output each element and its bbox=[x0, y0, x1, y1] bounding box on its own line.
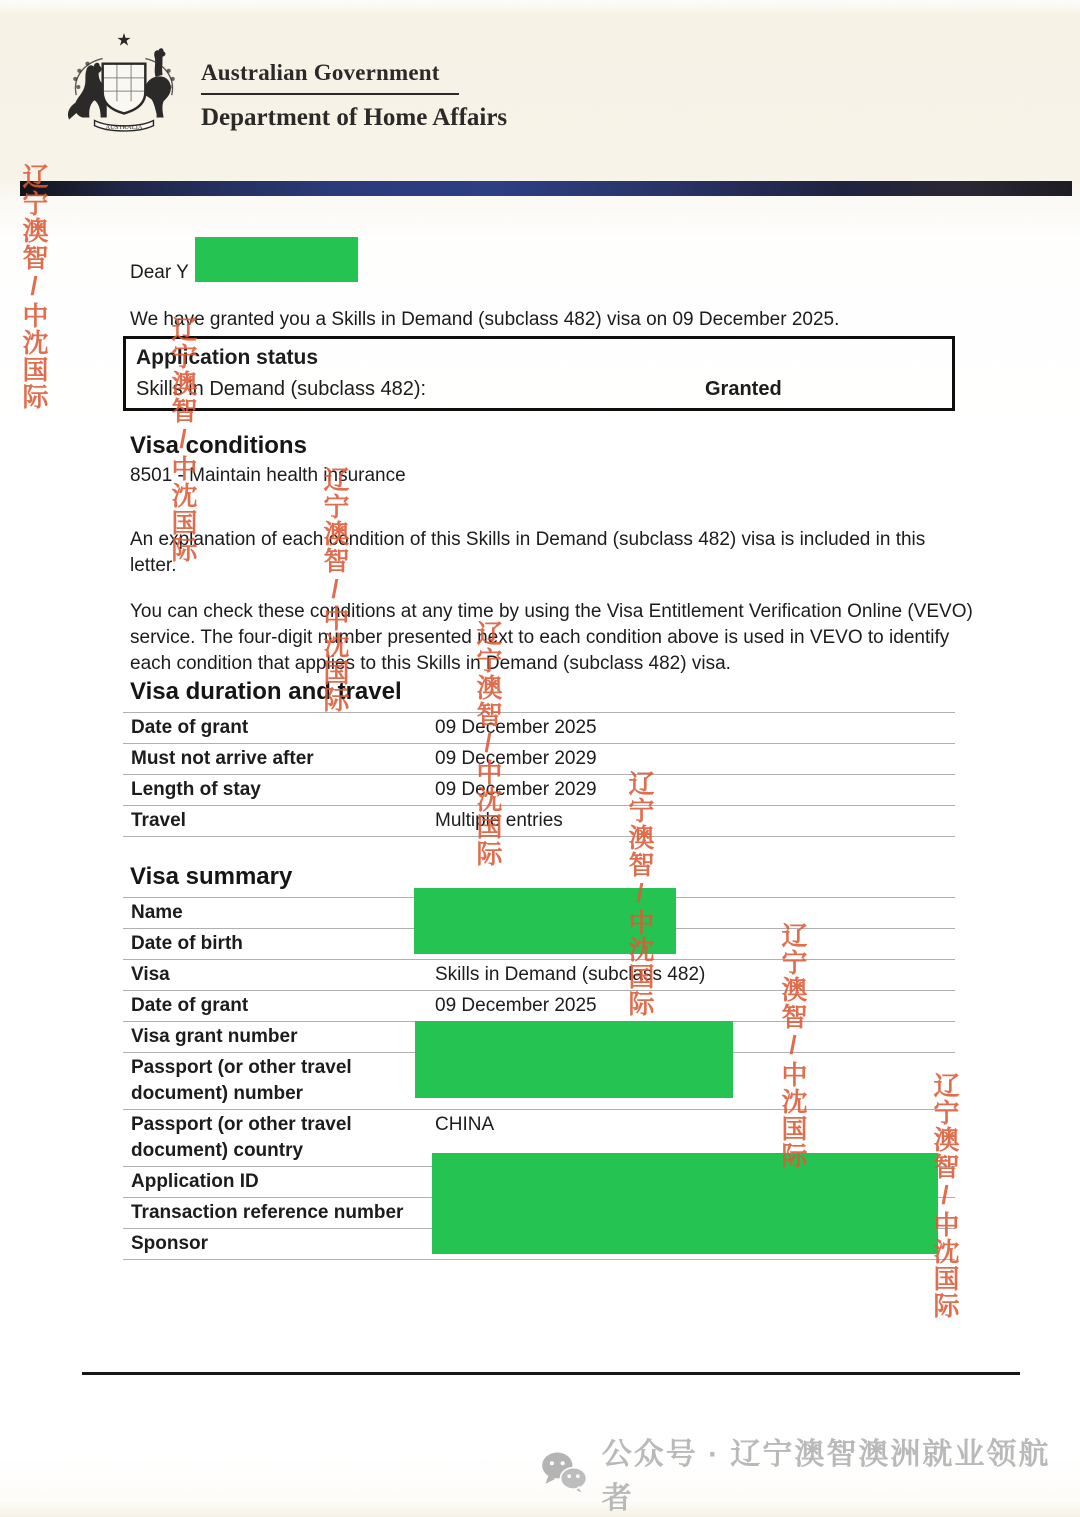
footer-brand bbox=[540, 1429, 1080, 1517]
row-label: Passport (or other travel document) number bbox=[131, 1057, 352, 1104]
letter-end-rule bbox=[82, 1372, 1020, 1375]
row-label: Application ID bbox=[131, 1171, 259, 1192]
vevo-paragraph: You can check these conditions at any time by using the Visa Entitlement Verification Online (VEVO) service. The four-digit number presented next to each condition above is used in VEVO to identify each condition that applies to this Skills in Demand (subclass 482) visa. bbox=[130, 601, 973, 674]
redaction-grant-passport-numbers bbox=[415, 1021, 733, 1098]
diagonal-watermark: 辽宁澳智/中沈国际 bbox=[19, 163, 49, 410]
row-value: Skills in Demand (subclass 482) bbox=[435, 964, 706, 985]
table-row bbox=[123, 959, 955, 990]
visa-duration-heading: Visa duration and travel bbox=[130, 678, 402, 705]
row-label: Date of grant bbox=[131, 995, 249, 1016]
row-label: Transaction reference number bbox=[131, 1202, 404, 1223]
grant-intro-paragraph: We have granted you a Skills in Demand (subclass 482) visa on 09 December 2025. bbox=[130, 309, 840, 330]
diagonal-watermark: 辽宁澳智/中沈国际 bbox=[625, 770, 655, 1017]
gov-name: Australian Government bbox=[201, 60, 459, 95]
application-status-box bbox=[123, 336, 955, 411]
row-value: 09 December 2029 bbox=[435, 748, 597, 769]
row-label: Must not arrive after bbox=[131, 748, 314, 769]
row-label: Name bbox=[131, 902, 183, 923]
footer-brand-text: 公众号 · 辽宁澳智澳洲就业领航者 bbox=[601, 1438, 1051, 1515]
diagonal-watermark: 辽宁澳智/中沈国际 bbox=[320, 466, 350, 713]
row-label: Travel bbox=[131, 810, 186, 831]
diagonal-watermark: 辽宁澳智/中沈国际 bbox=[168, 316, 198, 563]
row-label: Visa bbox=[131, 964, 170, 985]
row-value: 09 December 2029 bbox=[435, 779, 597, 800]
header-divider-bar bbox=[20, 181, 1072, 196]
row-value: Multiple entries bbox=[435, 810, 563, 831]
diagonal-watermark: 辽宁澳智/中沈国际 bbox=[930, 1072, 960, 1319]
condition-8501: 8501 - Maintain health insurance bbox=[130, 465, 406, 486]
table-row bbox=[123, 712, 955, 743]
table-row bbox=[123, 743, 955, 774]
row-label: Visa grant number bbox=[131, 1026, 298, 1047]
application-status-row bbox=[136, 378, 942, 401]
visa-subclass-label: Skills in Demand (subclass 482): bbox=[136, 378, 427, 400]
government-header bbox=[201, 60, 507, 132]
salutation: Dear Y bbox=[130, 262, 189, 283]
row-label: Sponsor bbox=[131, 1233, 209, 1254]
status-granted-value: Granted bbox=[705, 378, 782, 400]
row-value: CHINA bbox=[435, 1114, 495, 1135]
table-row bbox=[123, 805, 955, 836]
row-value: 09 December 2025 bbox=[435, 717, 597, 738]
visa-duration-table bbox=[123, 712, 955, 837]
row-label: Date of grant bbox=[131, 717, 249, 738]
diagonal-watermark: 辽宁澳智/中沈国际 bbox=[473, 620, 503, 867]
gov-department: Department of Home Affairs bbox=[201, 104, 508, 131]
diagonal-watermark: 辽宁澳智/中沈国际 bbox=[778, 922, 808, 1169]
table-row bbox=[123, 774, 955, 805]
commonwealth-star-icon: ★ bbox=[116, 30, 132, 50]
application-status-title: Application status bbox=[136, 346, 319, 369]
emblem-banner-text: AUSTRALIA bbox=[105, 124, 143, 132]
table-row bbox=[123, 990, 955, 1021]
row-label: Length of stay bbox=[131, 779, 261, 800]
row-label: Passport (or other travel document) country bbox=[131, 1114, 352, 1161]
visa-summary-heading: Visa summary bbox=[130, 863, 293, 890]
row-value: 09 December 2025 bbox=[435, 995, 597, 1016]
wechat-icon bbox=[540, 1450, 590, 1496]
redaction-application-ids bbox=[432, 1153, 938, 1254]
australian-coat-of-arms-logo bbox=[58, 30, 190, 140]
row-label: Date of birth bbox=[131, 933, 243, 954]
redaction-recipient-name bbox=[195, 237, 358, 282]
visa-conditions-heading: Visa conditions bbox=[130, 432, 307, 459]
conditions-explanation-paragraph: An explanation of each condition of this Skills in Demand (subclass 482) visa is included in this letter. bbox=[130, 529, 926, 576]
